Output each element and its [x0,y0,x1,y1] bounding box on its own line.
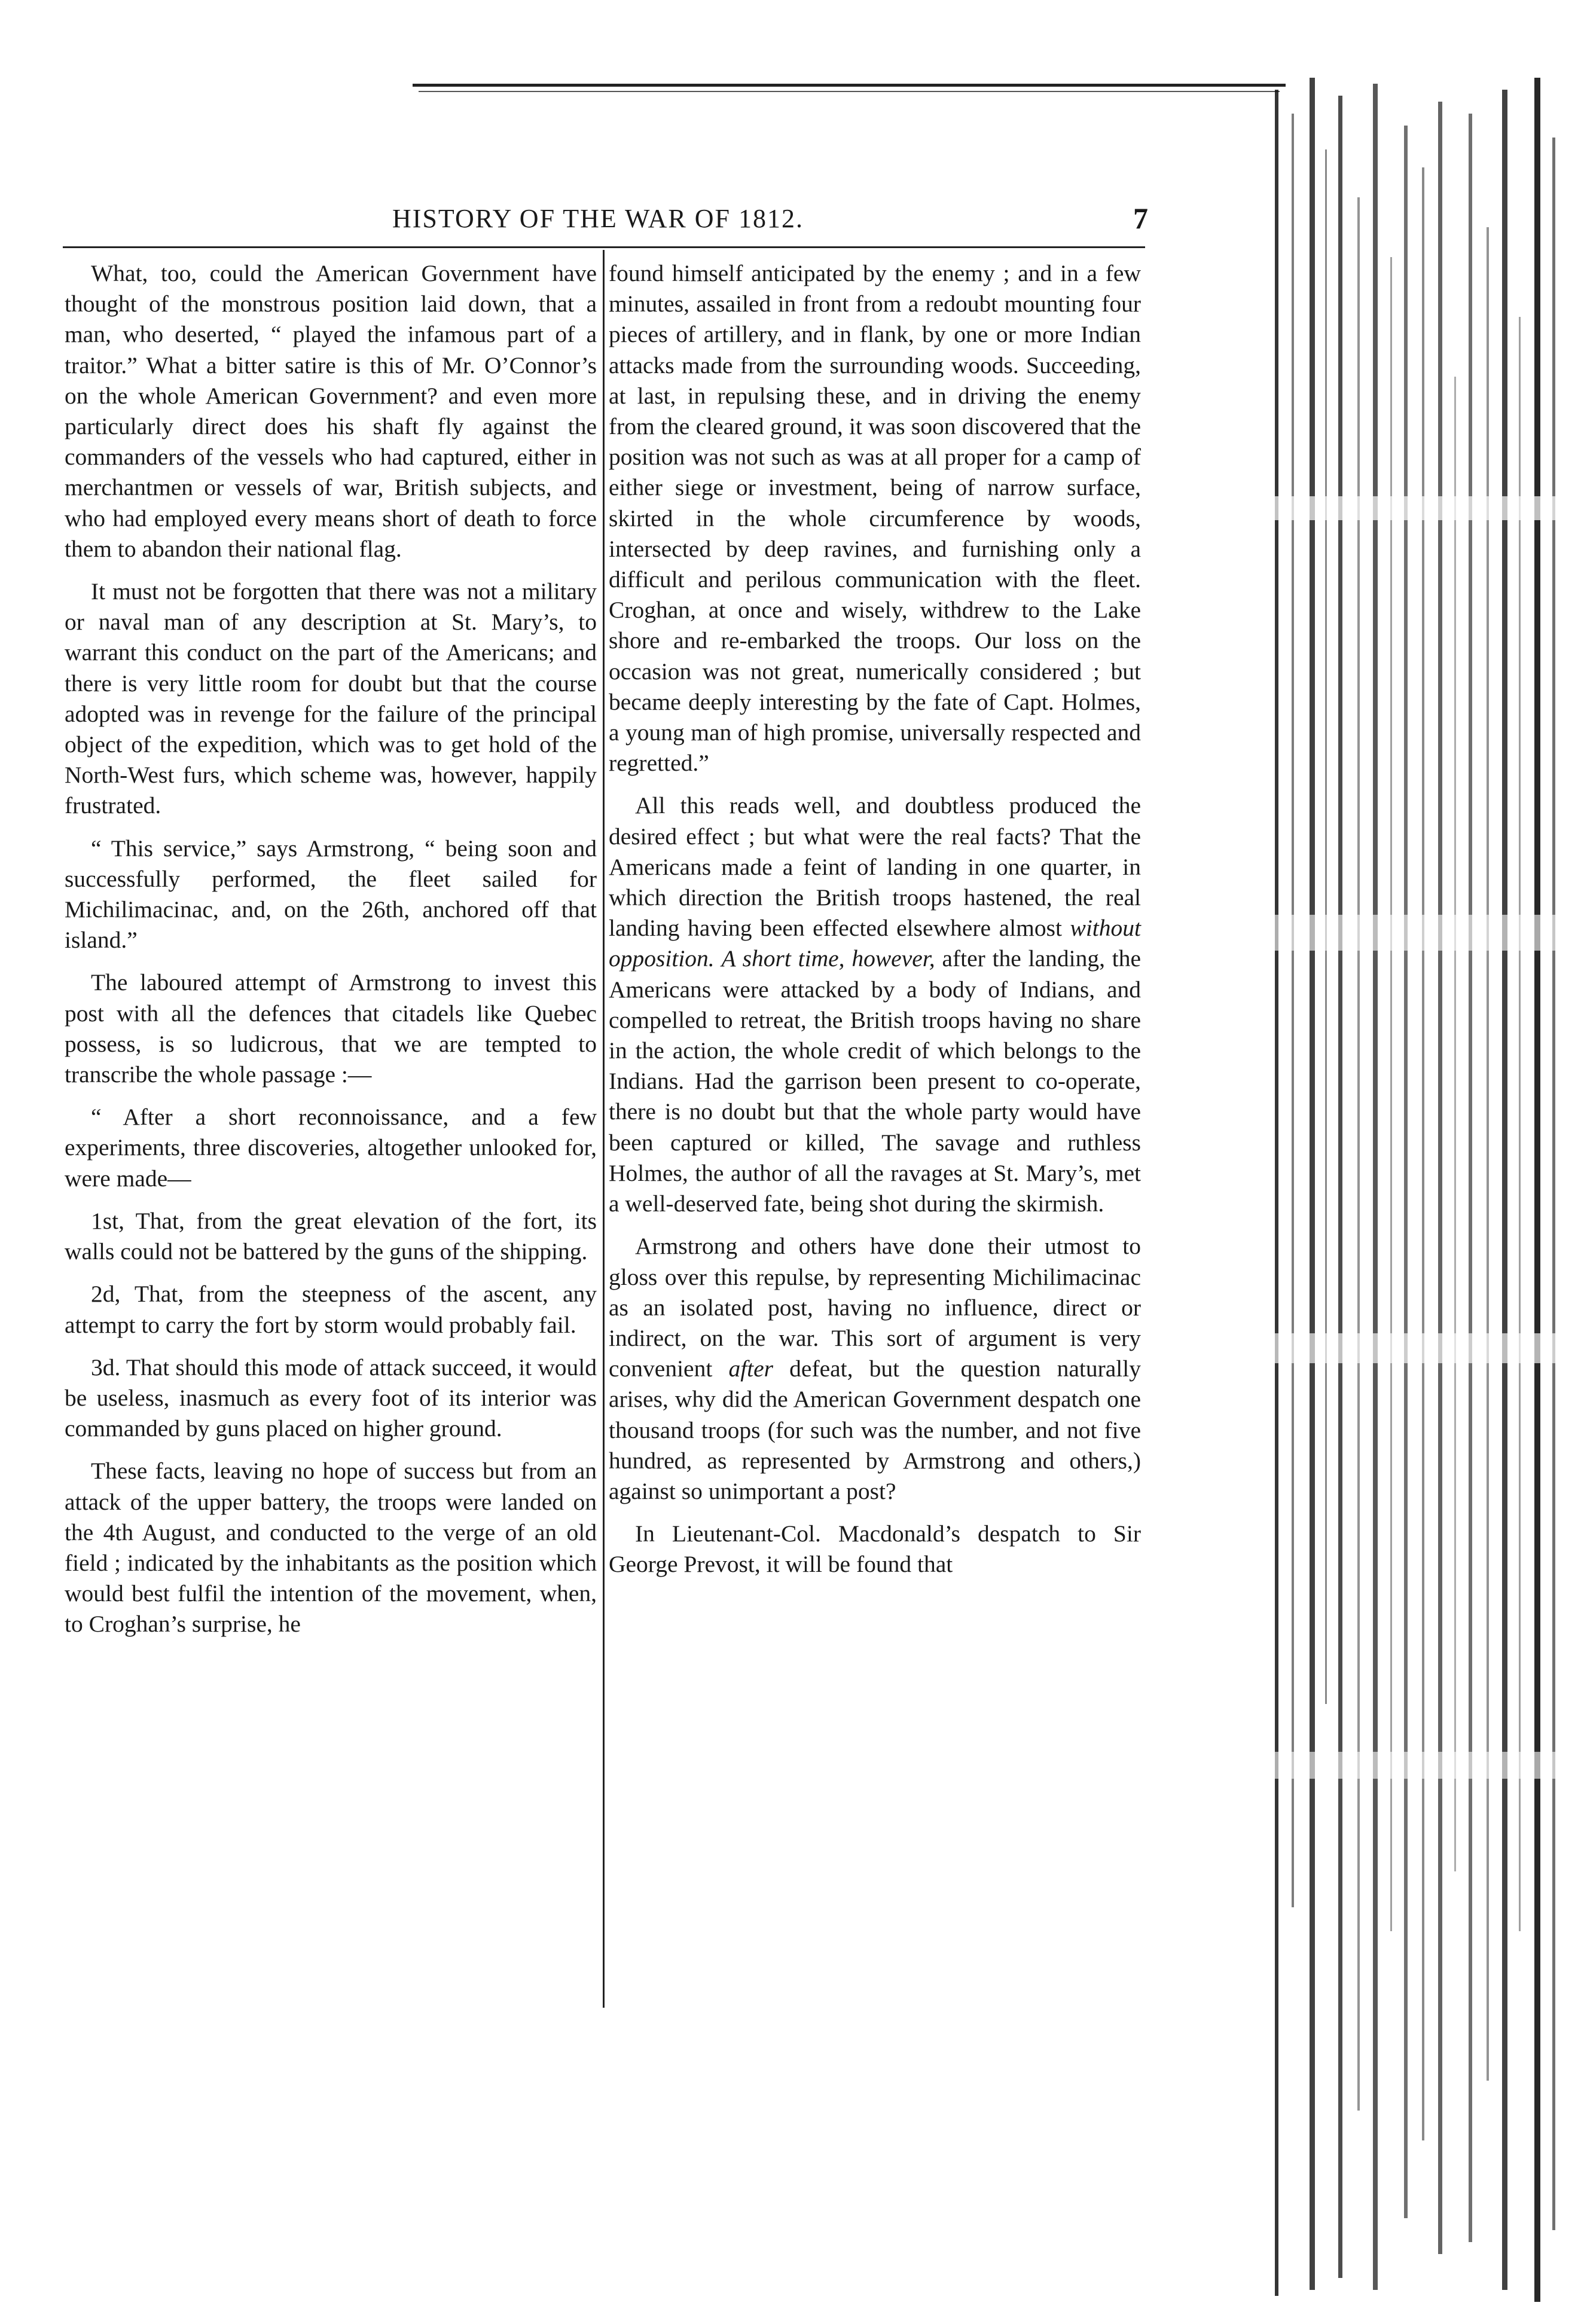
text-run: All this reads well, and doubtless produced the desired effect ; but what were the real facts? That the Americans made a feint of landing in one quarter, in which direction the British troops hastened, the real landing having been effected elsewhere almost [609,792,1141,942]
paragraph: The laboured attempt of Armstrong to invest this post with all the defences that citadels like Quebec possess, is so ludicrous, that we are tempted to transcribe the whole passage :— [65,969,597,1088]
binding-edge-texture [1268,78,1567,2308]
top-rule [413,84,1286,87]
paragraph: 2d, That, from the steepness of the ascent, any attempt to carry the fort by storm would probably fail. [65,1281,597,1338]
paragraph: “ After a short reconnoissance, and a few experiments, three discoveries, altogether unlooked for, were made— [65,1104,597,1192]
top-rule-thin [419,91,1280,92]
paragraph: It must not be forgotten that there was not a military or naval man of any description at St. Mary’s, to warrant this conduct on the part of the Americans; and there is very little room for doubt but that the course adopted was in revenge for the failure of the principal object of the expedition, which was to get hold of the North-West furs, which scheme was, however, happily frustrated. [65,578,597,819]
text-run [715,945,722,972]
paragraph: 3d. That should this mode of attack succeed, it would be useless, inasmuch as every foot of its interior was commanded by guns placed on higher ground. [65,1354,597,1442]
italic-text: A short time, however, [721,945,935,972]
paragraph: found himself anticipated by the enemy ; and in a few minutes, assailed in front from a redoubt mounting four pieces of artillery, and in flank, by one or more Indian attacks made from the surrounding woods. Succeeding, at last, in repulsing these, and in driving the enemy from the cleared ground, it was soon discovered that the position was not such as was at all proper for a camp of either siege or investment, being of narrow surface, skirted in the whole circumference by woods, intersected by deep ravines, and furnishing only a difficult and perilous communication with the fleet. Croghan, at once and wisely, withdrew to the Lake shore and re-embarked the troops. Our loss on the occasion was not great, numerically considered ; but became deeply interesting by the fate of Capt. Holmes, a young man of high promise, universally respected and regretted.” [609,260,1141,777]
column-divider [603,250,605,2008]
left-column [65,258,597,1652]
text-run: Armstrong and others have done their utmost to gloss over this repulse, by representing Michilimacinac as an isolated post, having no influence, direct or indirect, on the war. This sort of argument is very convenient [609,1233,1141,1382]
right-column [609,258,1141,1592]
paragraph: What, too, could the American Government have thought of the monstrous position laid down, that a man, who deserted, “ played the infamous part of a traitor.” What a bitter satire is this of Mr. O’Connor’s on the whole American Government? and even more particularly direct does his shaft fly against the commanders of the vessels who had captured, either in merchantmen or vessels of war, British subjects, and who had employed every means short of death to force them to abandon their national flag. [65,260,597,562]
running-header: HISTORY OF THE WAR OF 1812. [392,204,804,233]
italic-text: after [728,1355,774,1382]
paragraph: In Lieutenant-Col. Macdonald’s despatch to Sir George Prevost, it will be found that [609,1520,1141,1578]
paragraph: These facts, leaving no hope of success but from an attack of the upper battery, the troops were landed on the 4th August, and conducted to the verge of an old field ; indicated by the inhabitants as the position which would best fulfil the intention of the movement, when, to Croghan’s surprise, he [65,1458,597,1638]
paragraph: 1st, That, from the great elevation of the fort, its walls could not be battered by the guns of the shipping. [65,1207,597,1265]
text-run: defeat, but the question naturally arises, why did the American Government despatch one thousand troops (for such was the number, and not five hundred, as represented by Armstrong and others,) against so unimportant a post? [609,1355,1142,1504]
text-run: after the landing, the Americans were attacked by a body of Indians, and compelled to retreat, the British troops having no share in the action, the whole credit of which belongs to the Indians. Had the garrison been present to co-operate, there is no doubt but that the whole party would have been captured or killed, The savage and ruthless Holmes, the author of all the ravages at St. Mary’s, met a well-deserved fate, being shot during the skirmish. [609,945,1142,1217]
italic-text: without opposition. [609,915,1141,972]
paragraph [609,1231,1141,1507]
paragraph [609,790,1141,1219]
scanned-binding-edge [1268,78,1567,2308]
paragraph: “ This service,” says Armstrong, “ being soon and successfully performed, the fleet sailed for Michilimacinac, and, on the 26th, anchored off that island.” [65,835,597,954]
page-number: 7 [1133,201,1148,235]
header-rule [63,246,1145,248]
